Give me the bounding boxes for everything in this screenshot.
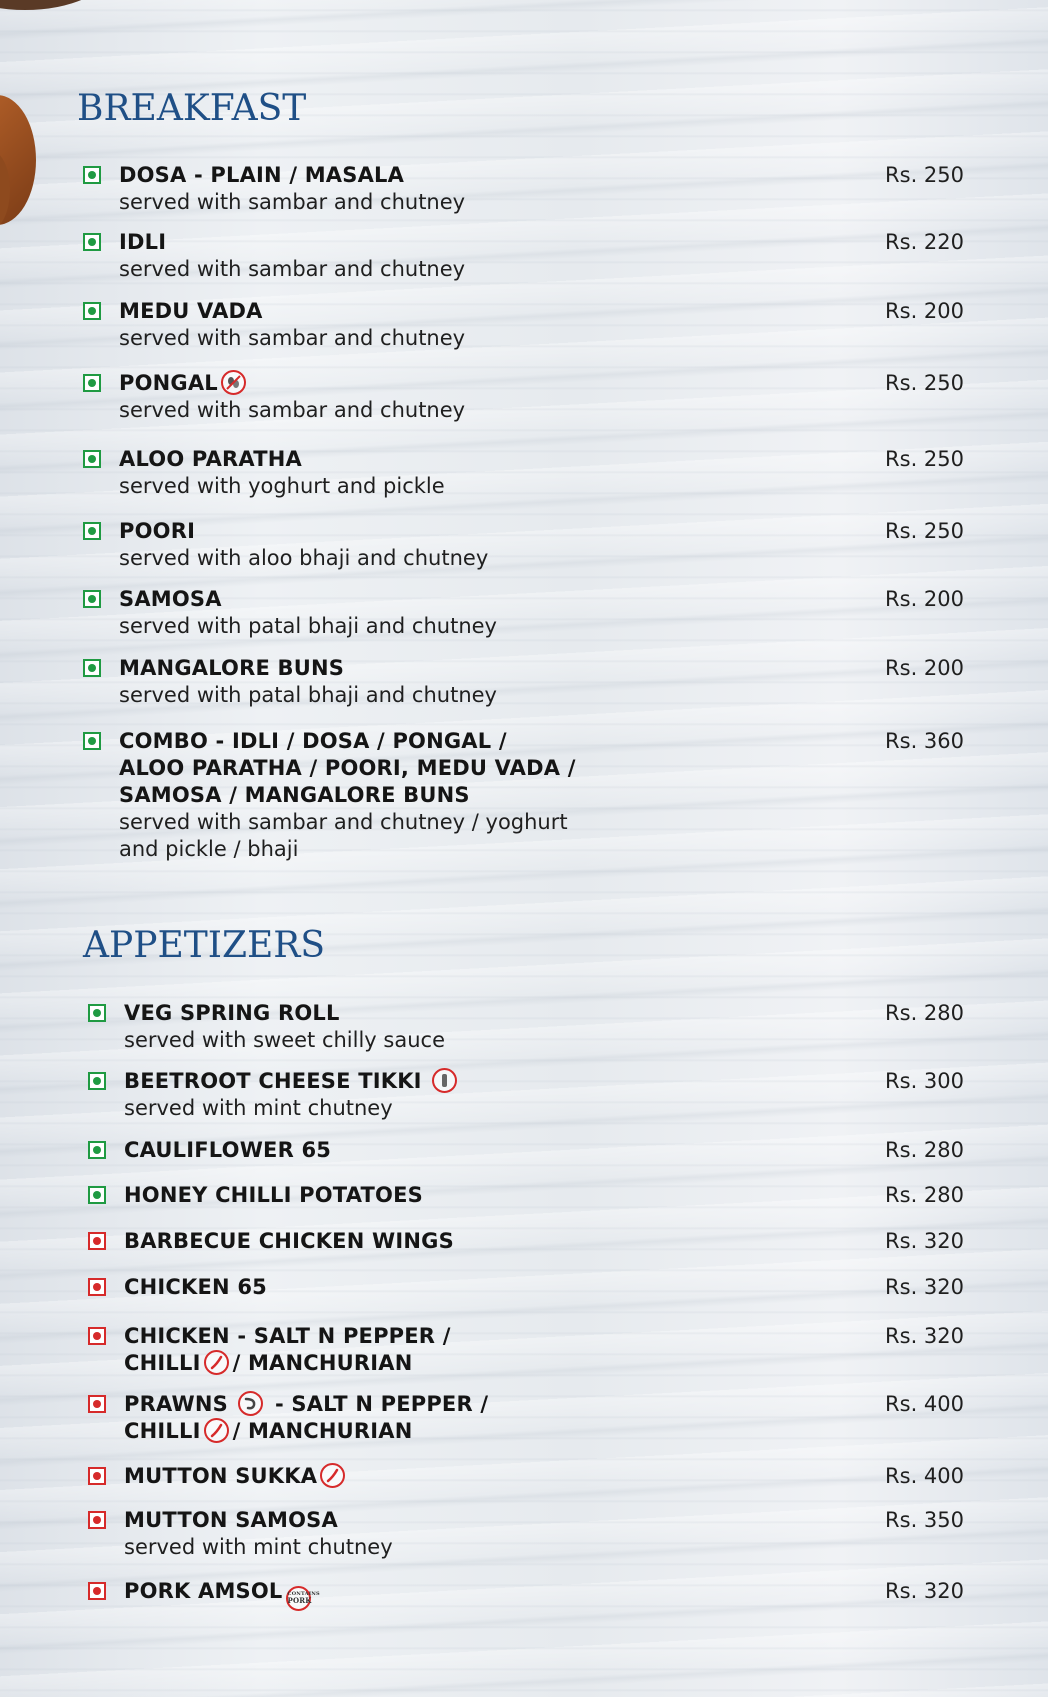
item-price: Rs. 250	[885, 519, 964, 543]
menu-item-combo	[83, 728, 964, 863]
veg-icon	[83, 590, 101, 608]
contains-pork-icon	[286, 1586, 320, 1611]
item-desc: served with aloo bhaji and chutney	[119, 546, 489, 570]
veg-icon	[83, 302, 101, 320]
menu-item-samosa	[83, 586, 964, 640]
contains-cheese-icon	[432, 1068, 457, 1093]
pork-tag-line2: PORK	[287, 1596, 312, 1605]
nonveg-icon	[88, 1278, 106, 1296]
veg-icon	[88, 1186, 106, 1204]
item-price: Rs. 320	[885, 1579, 964, 1603]
item-name-line2b: / MANCHURIAN	[232, 1351, 413, 1375]
spicy-chilli-icon	[320, 1463, 345, 1488]
item-name-line2: ALOO PARATHA / POORI, MEDU VADA /	[119, 756, 576, 780]
item-name: MUTTON SAMOSA	[124, 1508, 338, 1532]
menu-item-honey-chilli-potatoes	[88, 1182, 964, 1209]
item-name: MANGALORE BUNS	[119, 656, 345, 680]
menu-item-pork-amsol	[88, 1578, 964, 1611]
nonveg-icon	[88, 1395, 106, 1413]
item-name: DOSA - PLAIN / MASALA	[119, 163, 405, 187]
menu-item-dosa	[83, 162, 964, 216]
item-price: Rs. 250	[885, 447, 964, 471]
item-name: CAULIFLOWER 65	[124, 1138, 332, 1162]
item-name: PONGAL	[119, 371, 218, 395]
item-desc-line2: and pickle / bhaji	[119, 837, 299, 861]
item-desc: served with mint chutney	[124, 1096, 393, 1120]
menu-item-poori	[83, 518, 964, 572]
item-price: Rs. 300	[885, 1069, 964, 1093]
item-name-line2b: / MANCHURIAN	[232, 1419, 413, 1443]
item-name: IDLI	[119, 230, 167, 254]
item-name-line1: COMBO - IDLI / DOSA / PONGAL /	[119, 729, 507, 753]
menu-item-beetroot-cheese-tikki	[88, 1068, 964, 1122]
menu-item-medu-vada	[83, 298, 964, 352]
item-desc: served with sambar and chutney	[119, 257, 466, 281]
veg-icon	[83, 732, 101, 750]
item-name: SAMOSA	[119, 587, 222, 611]
item-price: Rs. 320	[885, 1275, 964, 1299]
item-desc: served with patal bhaji and chutney	[119, 683, 497, 707]
nonveg-icon	[88, 1232, 106, 1250]
veg-icon	[88, 1004, 106, 1022]
veg-icon	[83, 233, 101, 251]
item-price: Rs. 250	[885, 371, 964, 395]
item-price: Rs. 250	[885, 163, 964, 187]
veg-icon	[88, 1072, 106, 1090]
spicy-chilli-icon	[204, 1350, 229, 1375]
item-price: Rs. 280	[885, 1138, 964, 1162]
item-name: BARBECUE CHICKEN WINGS	[124, 1229, 454, 1253]
pork-tag-line1: CONTAINS	[287, 1591, 320, 1597]
item-price: Rs. 320	[885, 1324, 964, 1348]
item-price: Rs. 320	[885, 1229, 964, 1253]
item-desc-line1: served with sambar and chutney / yoghurt	[119, 810, 568, 834]
item-price: Rs. 400	[885, 1464, 964, 1488]
veg-icon	[88, 1141, 106, 1159]
menu-item-prawns-salt-n-pepper	[88, 1391, 964, 1445]
item-desc: served with patal bhaji and chutney	[119, 614, 497, 638]
item-price: Rs. 200	[885, 299, 964, 323]
item-name-line1a: PRAWNS	[124, 1392, 228, 1416]
item-desc: served with sambar and chutney	[119, 190, 466, 214]
shellfish-prawn-icon	[238, 1391, 263, 1416]
item-name: BEETROOT CHEESE TIKKI	[124, 1069, 422, 1093]
veg-icon	[83, 522, 101, 540]
section-title-appetizers: APPETIZERS	[83, 925, 326, 966]
menu-item-mangalore-buns	[83, 655, 964, 709]
item-desc: served with sweet chilly sauce	[124, 1028, 445, 1052]
item-name: POORI	[119, 519, 196, 543]
item-name-line2a: CHILLI	[124, 1351, 201, 1375]
item-name: VEG SPRING ROLL	[124, 1001, 340, 1025]
item-name-line3: SAMOSA / MANGALORE BUNS	[119, 783, 470, 807]
item-name: PORK AMSOL	[124, 1579, 283, 1603]
menu-item-chicken-65	[88, 1274, 964, 1301]
item-price: Rs. 350	[885, 1508, 964, 1532]
nonveg-icon	[88, 1511, 106, 1529]
item-name: HONEY CHILLI POTATOES	[124, 1183, 423, 1207]
item-price: Rs. 200	[885, 656, 964, 680]
nonveg-icon	[88, 1582, 106, 1600]
item-name: MUTTON SUKKA	[124, 1464, 318, 1488]
item-name: CHICKEN 65	[124, 1275, 267, 1299]
nonveg-icon	[88, 1327, 106, 1345]
item-price: Rs. 280	[885, 1183, 964, 1207]
item-price: Rs. 360	[885, 729, 964, 753]
item-price: Rs. 220	[885, 230, 964, 254]
menu-item-chicken-salt-n-pepper	[88, 1323, 964, 1377]
decorative-bowl	[0, 0, 110, 10]
menu-item-barbecue-chicken-wings	[88, 1228, 964, 1255]
item-name: MEDU VADA	[119, 299, 263, 323]
spicy-chilli-icon	[204, 1418, 229, 1443]
item-price: Rs. 280	[885, 1001, 964, 1025]
item-name-line1: CHICKEN - SALT N PEPPER /	[124, 1324, 451, 1348]
item-desc: served with yoghurt and pickle	[119, 474, 445, 498]
item-price: Rs. 200	[885, 587, 964, 611]
menu-item-mutton-sukka	[88, 1463, 964, 1490]
item-desc: served with sambar and chutney	[119, 326, 466, 350]
item-name-line2a: CHILLI	[124, 1419, 201, 1443]
contains-nuts-icon	[221, 370, 246, 395]
menu-item-cauliflower-65	[88, 1137, 964, 1164]
menu-item-veg-spring-roll	[88, 1000, 964, 1054]
item-price: Rs. 400	[885, 1392, 964, 1416]
menu-item-mutton-samosa	[88, 1507, 964, 1561]
item-name: ALOO PARATHA	[119, 447, 302, 471]
item-desc: served with mint chutney	[124, 1535, 393, 1559]
menu-item-idli	[83, 229, 964, 283]
item-name-line1b: - SALT N PEPPER /	[274, 1392, 489, 1416]
veg-icon	[83, 450, 101, 468]
section-title-breakfast: BREAKFAST	[77, 88, 307, 129]
item-desc: served with sambar and chutney	[119, 398, 466, 422]
veg-icon	[83, 166, 101, 184]
menu-item-aloo-paratha	[83, 446, 964, 500]
veg-icon	[83, 374, 101, 392]
nonveg-icon	[88, 1467, 106, 1485]
menu-item-pongal	[83, 370, 964, 424]
veg-icon	[83, 659, 101, 677]
